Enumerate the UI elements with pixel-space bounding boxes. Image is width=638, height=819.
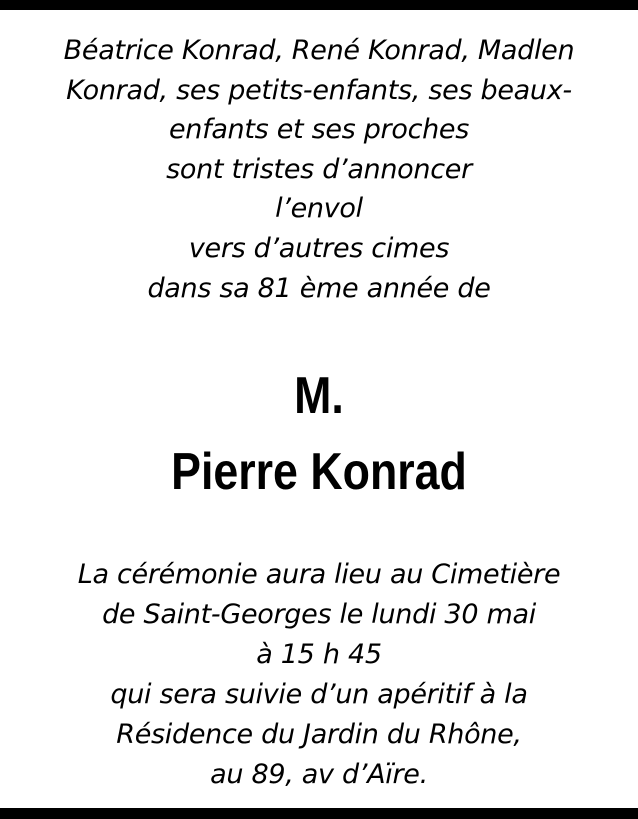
ceremony-line: Résidence du Jardin du Rhône, [116, 719, 522, 750]
ceremony-line: au 89, av d’Aïre. [210, 759, 428, 790]
ceremony-line: La cérémonie aura lieu au Cimetière [77, 559, 561, 590]
deceased-name-block [45, 358, 594, 510]
deceased-title: M. [294, 367, 344, 425]
top-border-bar [0, 0, 638, 10]
intro-line: enfants et ses proches [168, 114, 470, 146]
intro-line: Béatrice Konrad, René Konrad, Madlen [63, 35, 575, 66]
intro-line: dans sa 81 ème année de [147, 272, 491, 304]
intro-line: vers d’autres cimes [188, 232, 450, 264]
ceremony-line: qui sera suivie d’un apéritif à la [110, 679, 528, 710]
intro-line: Konrad, ses petits-enfants, ses beaux- [66, 74, 572, 106]
intro-line: l’envol [275, 193, 363, 225]
intro-line: sont tristes d’annoncer [166, 153, 472, 185]
ceremony-details [0, 555, 638, 795]
deceased-name: Pierre Konrad [171, 443, 467, 501]
bottom-border-bar [0, 808, 638, 819]
ceremony-line: à 15 h 45 [256, 639, 382, 670]
announcement-intro [0, 31, 638, 308]
ceremony-line: de Saint-Georges le lundi 30 mai [102, 599, 536, 630]
